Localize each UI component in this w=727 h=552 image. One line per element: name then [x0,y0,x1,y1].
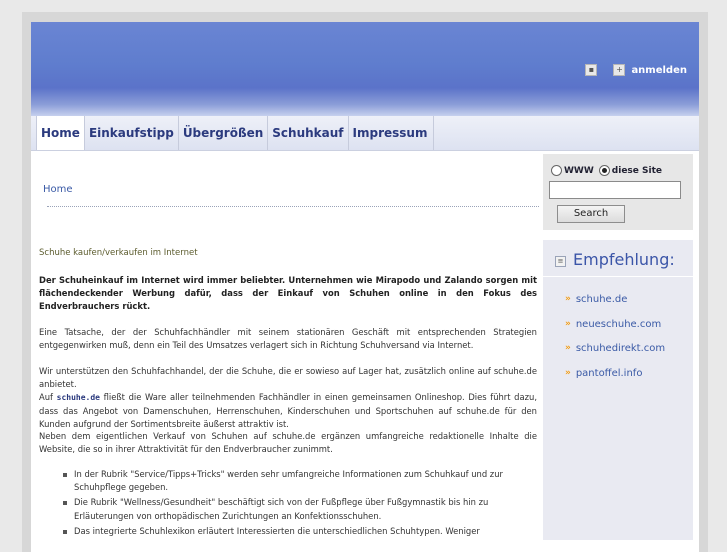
brand-link[interactable]: schuhe.de [56,393,100,403]
collapse-icon[interactable]: ≡ [555,256,566,267]
recommendation-link[interactable]: schuhe.de [575,294,628,305]
nav-item-home[interactable]: Home [36,116,85,150]
recommendations-panel [543,240,693,540]
article-paragraph: Neben dem eigentlichen Verkauf von Schuhen auf schuhe.de ergänzen umfangreiche redaktionelle Inhalte die Website, die so in ihrer Attraktivität für den Endverbraucher zunimmt. [39,431,537,455]
nav-item-schuhkauf[interactable]: Schuhkauf [268,116,348,150]
radio-www-label: WWW [564,165,594,176]
paragraph-text: Wir unterstützen den Schuhfachhandel, der die Schuhe, die er sowieso auf Lager hat, zusätzlich online auf schuhe.de anbietet. [39,366,537,390]
article-paragraph [39,365,537,431]
window-icon[interactable]: ▪ [585,64,597,76]
list-item[interactable] [565,343,665,368]
search-input[interactable] [549,181,681,199]
double-chevron-right-icon: » [565,294,571,304]
list-item: In der Rubrik "Service/Tipps+Tricks" werden sehr umfangreiche Informationen zum Schuhkauf und zur Schuhpflege gegeben. [63,468,533,494]
paragraph-text: fließt die Ware aller teilnehmenden Fachhändler in einen gemeinsamen Onlineshop. Dies führt dazu, dass das Angebot von Damenschuhen, Herrenschuhen, Kinderschuhen und Sportschuhen auf schuhe.de für den Kunden aufgrund der Sortimentsbreite äußerst attraktiv ist. [39,392,537,429]
search-button[interactable]: Search [557,205,625,223]
article-title: Schuhe kaufen/verkaufen im Internet [39,248,198,258]
main-navigation [31,116,699,151]
article-lead: Der Schuheinkauf im Internet wird immer beliebter. Unternehmen wie Mirapodo und Zalando sorgen mit flächendeckender Werbung dafür, dass der Einkauf von Schuhen online in den Fokus des Endverbrauchers rückt. [39,275,537,312]
page-frame [22,12,708,552]
recommendation-link[interactable]: neueschuhe.com [575,318,662,330]
header-links [585,64,687,76]
site-header [31,22,699,116]
recommendation-link[interactable]: schuhedirekt.com [575,343,666,354]
double-chevron-right-icon: » [565,367,571,378]
recommendation-links [565,294,665,392]
recommendations-header [543,240,693,277]
radio-site[interactable] [599,165,610,176]
paragraph-text: Auf [39,392,53,403]
nav-item-impressum[interactable]: Impressum [349,116,435,150]
list-item: Die Rubrik "Wellness/Gesundheit" beschäftigt sich von der Fußpflege über Fußgymnastik bis hin zu Erläuterungen von orthopädischen Zurichtungen an Konfektionsschuhen. [63,496,533,522]
radio-www[interactable] [551,165,562,176]
article-paragraph: Eine Tatsache, der der Schuhfachhändler mit seinem stationären Geschäft mit entsprechenden Strategien entgegenwirken muß, denn ein Teil des Umsatzes verlagert sich in Richtung Schuhversand via Internet. [39,327,537,351]
login-icon[interactable]: + [613,64,625,76]
radio-site-label: diese Site [611,165,662,176]
page-container [31,22,699,552]
search-panel [543,154,693,230]
recommendations-title: Empfehlung: [573,250,675,269]
feature-list [63,468,533,540]
search-scope [551,165,662,176]
double-chevron-right-icon: » [565,318,571,329]
list-item[interactable] [565,368,665,393]
recommendation-link[interactable]: pantoffel.info [575,367,643,379]
divider [47,206,539,207]
list-item[interactable] [565,319,665,344]
list-item[interactable] [565,294,665,319]
double-chevron-right-icon: » [565,343,571,353]
nav-item-uebergroessen[interactable]: Übergrößen [179,116,268,150]
breadcrumb[interactable]: Home [43,184,73,195]
nav-item-einkaufstipp[interactable]: Einkaufstipp [85,116,179,150]
login-link[interactable]: anmelden [631,64,687,76]
list-item: Das integrierte Schuhlexikon erläutert Interessierten die unterschiedlichen Schuhtypen. Weniger [63,525,533,538]
